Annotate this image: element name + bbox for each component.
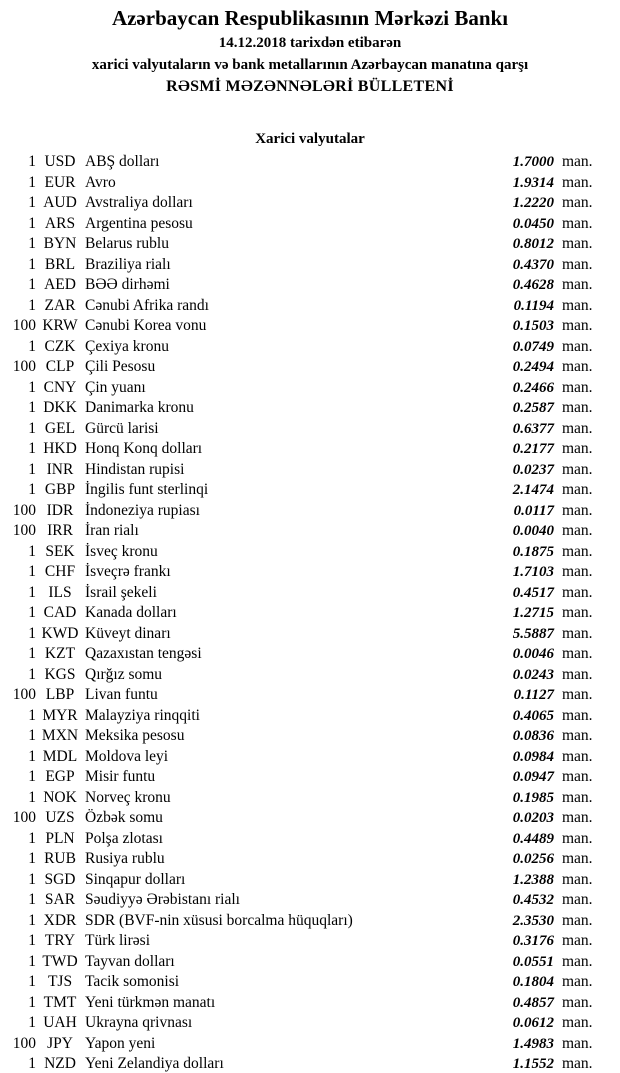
- unit-label: man.: [562, 1055, 593, 1072]
- unit-label: man.: [562, 214, 593, 232]
- bank-name-title: Azərbaycan Respublikasının Mərkəzi Bankı: [111, 6, 509, 30]
- rate-value: 0.4065: [512, 707, 554, 724]
- rate-value: 0.8012: [512, 236, 554, 252]
- currency-name: Misir funtu: [85, 768, 156, 785]
- unit-label: man.: [562, 809, 593, 826]
- rate-value: 2.3530: [512, 912, 554, 929]
- currency-name: Cənubi Korea vonu: [85, 317, 207, 334]
- currency-name: Moldova leyi: [85, 747, 169, 765]
- rate-value: 0.2494: [512, 359, 554, 375]
- quantity-value: 1: [28, 235, 36, 252]
- table-row: [0, 849, 620, 870]
- quantity-value: 1: [28, 768, 36, 785]
- currency-name: Səudiyyə Ərəbistanı rialı: [85, 891, 240, 908]
- rate-value: 0.0243: [512, 666, 554, 683]
- quantity-value: 100: [12, 358, 36, 375]
- currency-name: Meksika pesosu: [85, 727, 185, 744]
- table-row: [0, 480, 620, 501]
- currency-name: Gürcü larisi: [85, 419, 159, 437]
- quantity-value: 1: [28, 665, 36, 683]
- currency-name: Hindistan rupisi: [85, 460, 185, 478]
- currency-code: KGS: [44, 665, 76, 683]
- rate-value: 0.0117: [513, 502, 554, 519]
- quantity-value: 1: [28, 993, 36, 1011]
- currency-name: Yeni Zelandiya dolları: [85, 1055, 224, 1072]
- rate-value: 0.1127: [513, 687, 554, 703]
- unit-label: man.: [562, 932, 593, 949]
- quantity-value: 1: [28, 173, 36, 191]
- currency-name: İngilis funt sterlinqi: [85, 481, 209, 498]
- unit-label: man.: [562, 993, 593, 1011]
- currency-code: CAD: [43, 604, 77, 621]
- currency-code: TMT: [43, 993, 77, 1011]
- rate-value: 0.0749: [512, 338, 554, 355]
- rate-value: 0.0551: [512, 953, 554, 970]
- currency-name: Livan funtu: [85, 686, 158, 703]
- quantity-value: 1: [28, 337, 36, 355]
- currency-code: BYN: [43, 235, 77, 252]
- currency-name: İran rialı: [85, 522, 139, 539]
- quantity-value: 1: [28, 850, 36, 867]
- unit-label: man.: [562, 1014, 593, 1031]
- currency-name: İsveç kronu: [85, 542, 158, 560]
- rate-value: 0.6377: [512, 420, 554, 437]
- currency-code: BRL: [44, 255, 76, 273]
- unit-label: man.: [562, 153, 593, 170]
- currency-name: İndoneziya rupiası: [85, 501, 200, 519]
- quantity-value: 100: [12, 501, 36, 519]
- table-row: [0, 439, 620, 460]
- quantity-value: 1: [28, 911, 36, 929]
- table-row: [0, 337, 620, 358]
- rate-value: 1.9314: [512, 174, 554, 191]
- currency-name: Avro: [85, 173, 116, 191]
- quantity-value: 1: [28, 542, 36, 560]
- currency-code: ARS: [44, 214, 76, 232]
- currency-name: Türk lirəsi: [85, 932, 150, 949]
- unit-label: man.: [562, 604, 593, 621]
- currency-code: KWD: [41, 624, 79, 642]
- rate-value: 0.0046: [512, 646, 554, 662]
- unit-label: man.: [562, 276, 593, 293]
- currency-code: KRW: [42, 317, 78, 334]
- rate-value: 0.0256: [512, 851, 554, 867]
- currency-name: Tayvan dolları: [85, 952, 175, 970]
- quantity-value: 1: [28, 255, 36, 273]
- table-row: [0, 665, 620, 686]
- currency-code: SAR: [44, 891, 76, 908]
- unit-label: man.: [562, 645, 593, 662]
- table-row: [0, 890, 620, 911]
- document-header: [0, 0, 620, 98]
- rate-value: 0.0237: [512, 461, 554, 478]
- currency-code: DKK: [43, 399, 77, 416]
- rate-value: 0.4370: [512, 256, 554, 273]
- table-row: [0, 788, 620, 809]
- rate-value: 0.1194: [513, 297, 554, 314]
- table-row: [0, 378, 620, 399]
- currency-code: ILS: [48, 583, 72, 601]
- rate-value: 0.2466: [512, 379, 554, 396]
- rate-value: 0.1503: [512, 318, 554, 334]
- currency-code: GBP: [44, 481, 76, 498]
- rate-value: 0.1875: [512, 543, 554, 560]
- currency-name: Çili Pesosu: [85, 358, 156, 375]
- currency-code: ZAR: [44, 296, 76, 314]
- table-row: [0, 542, 620, 563]
- table-row: [0, 993, 620, 1014]
- currency-code: XDR: [43, 911, 77, 929]
- quantity-value: 100: [12, 522, 36, 539]
- currency-name: Malayziya rinqqiti: [85, 706, 200, 724]
- currency-code: NZD: [44, 1055, 76, 1072]
- quantity-value: 1: [28, 419, 36, 437]
- unit-label: man.: [562, 419, 593, 437]
- unit-label: man.: [562, 481, 593, 498]
- unit-label: man.: [562, 194, 593, 211]
- table-row: [0, 1054, 620, 1073]
- unit-label: man.: [562, 686, 593, 703]
- currency-code: CZK: [44, 337, 76, 355]
- quantity-value: 1: [28, 399, 36, 416]
- currency-code: LBP: [45, 686, 75, 703]
- table-row: [0, 234, 620, 255]
- currency-code: CNY: [43, 378, 77, 396]
- quantity-value: 1: [28, 891, 36, 908]
- currency-name: Cənubi Afrika randı: [85, 296, 209, 314]
- table-row: [0, 808, 620, 829]
- table-row: [0, 644, 620, 665]
- currency-code: TJS: [47, 973, 73, 990]
- currency-name: Tacik somonisi: [85, 973, 180, 990]
- rate-value: 0.4489: [512, 830, 554, 847]
- currency-code: HKD: [43, 440, 77, 457]
- section-title-foreign-currencies: Xarici valyutalar: [255, 131, 365, 147]
- table-row: [0, 931, 620, 952]
- table-row: [0, 829, 620, 850]
- rate-value: 0.4857: [512, 994, 554, 1011]
- rate-value: 0.2177: [512, 441, 554, 457]
- currency-code: KZT: [44, 645, 76, 662]
- unit-label: man.: [562, 747, 593, 765]
- unit-label: man.: [562, 460, 593, 478]
- table-row: [0, 460, 620, 481]
- quantity-value: 1: [28, 460, 36, 478]
- currency-code: CLP: [45, 358, 75, 375]
- currency-code: TWD: [42, 952, 78, 970]
- quantity-value: 100: [12, 1034, 36, 1052]
- currency-name: Braziliya rialı: [85, 255, 171, 273]
- currency-name: Rusiya rublu: [85, 850, 165, 867]
- currency-code: RUB: [44, 850, 76, 867]
- quantity-value: 1: [28, 276, 36, 293]
- quantity-value: 1: [28, 973, 36, 990]
- unit-label: man.: [562, 173, 593, 191]
- currency-code: GEL: [44, 419, 76, 437]
- table-row: [0, 747, 620, 768]
- rate-value: 0.0984: [512, 748, 554, 765]
- table-row: [0, 767, 620, 788]
- table-row: [0, 316, 620, 337]
- currency-name: İsveçrə frankı: [85, 563, 171, 580]
- quantity-value: 1: [28, 296, 36, 314]
- table-row: [0, 193, 620, 214]
- table-row: [0, 726, 620, 747]
- rate-value: 0.0947: [512, 769, 554, 785]
- table-row: [0, 562, 620, 583]
- table-row: [0, 173, 620, 194]
- rate-value: 1.1552: [512, 1056, 554, 1072]
- quantity-value: 100: [12, 686, 36, 703]
- table-row: [0, 419, 620, 440]
- rate-value: 0.0040: [512, 523, 554, 539]
- rate-value: 0.0450: [512, 215, 554, 232]
- table-row: [0, 685, 620, 706]
- currency-table: [0, 152, 620, 1073]
- currency-name: Özbək somu: [85, 809, 163, 826]
- unit-label: man.: [562, 378, 593, 396]
- currency-name: Çin yuanı: [85, 378, 146, 396]
- currency-code: NOK: [43, 788, 77, 806]
- table-row: [0, 296, 620, 317]
- currency-code: JPY: [47, 1034, 73, 1052]
- table-row: [0, 870, 620, 891]
- rate-value: 1.4983: [512, 1035, 554, 1052]
- unit-label: man.: [562, 911, 593, 929]
- currency-code: EUR: [44, 173, 76, 191]
- currency-name: Argentina pesosu: [85, 214, 193, 232]
- quantity-value: 1: [28, 645, 36, 662]
- unit-label: man.: [562, 665, 593, 683]
- currency-code: SGD: [44, 870, 76, 888]
- quantity-value: 1: [28, 153, 36, 170]
- currency-code: SEK: [45, 542, 75, 560]
- unit-label: man.: [562, 952, 593, 970]
- quantity-value: 1: [28, 870, 36, 888]
- quantity-value: 1: [28, 624, 36, 642]
- quantity-value: 1: [28, 194, 36, 211]
- unit-label: man.: [562, 706, 593, 724]
- table-row: [0, 911, 620, 932]
- quantity-value: 1: [28, 604, 36, 621]
- quantity-value: 1: [28, 214, 36, 232]
- currency-code: UZS: [45, 809, 75, 826]
- unit-label: man.: [562, 317, 593, 334]
- quantity-value: 1: [28, 378, 36, 396]
- table-row: [0, 275, 620, 296]
- bulletin-title: RƏSMİ MƏZƏNNƏLƏRİ BÜLLETENİ: [166, 78, 454, 95]
- table-row: [0, 706, 620, 727]
- unit-label: man.: [562, 337, 593, 355]
- currency-name: Danimarka kronu: [85, 399, 194, 416]
- currency-name: Küveyt dinarı: [85, 624, 171, 642]
- unit-label: man.: [562, 399, 593, 416]
- rate-value: 0.0203: [512, 810, 554, 826]
- table-row: [0, 583, 620, 604]
- unit-label: man.: [562, 788, 593, 806]
- unit-label: man.: [562, 1034, 593, 1052]
- quantity-value: 1: [28, 727, 36, 744]
- rate-value: 0.1804: [512, 974, 554, 990]
- quantity-value: 100: [12, 317, 36, 334]
- table-row: [0, 501, 620, 522]
- quantity-value: 1: [28, 583, 36, 601]
- currency-name: BƏƏ dirhəmi: [85, 276, 170, 293]
- currency-code: UAH: [43, 1014, 77, 1031]
- quantity-value: 1: [28, 481, 36, 498]
- currency-name: Belarus rublu: [85, 235, 169, 252]
- table-row: [0, 603, 620, 624]
- quantity-value: 1: [28, 706, 36, 724]
- quantity-value: 1: [28, 1014, 36, 1031]
- unit-label: man.: [562, 891, 593, 908]
- rate-value: 0.0836: [512, 728, 554, 744]
- currency-code: INR: [46, 460, 74, 478]
- table-row: [0, 214, 620, 235]
- rate-value: 0.3176: [512, 933, 554, 949]
- table-row: [0, 398, 620, 419]
- quantity-value: 1: [28, 932, 36, 949]
- table-row: [0, 624, 620, 645]
- currency-name: Çexiya kronu: [85, 337, 169, 355]
- effective-date-line: 14.12.2018 tarixdən etibarən: [218, 35, 402, 51]
- quantity-value: 1: [28, 829, 36, 847]
- unit-label: man.: [562, 870, 593, 888]
- currency-code: MYR: [42, 706, 78, 724]
- unit-label: man.: [562, 624, 593, 642]
- currency-code: USD: [44, 153, 76, 170]
- unit-label: man.: [562, 850, 593, 867]
- currency-code: MXN: [41, 727, 79, 744]
- currency-name: İsrail şekeli: [85, 583, 157, 601]
- rate-value: 1.7000: [512, 154, 554, 170]
- rate-value: 0.1985: [512, 789, 554, 806]
- quantity-value: 1: [28, 440, 36, 457]
- unit-label: man.: [562, 727, 593, 744]
- currency-code: PLN: [45, 829, 75, 847]
- table-row: [0, 1034, 620, 1055]
- unit-label: man.: [562, 563, 593, 580]
- currency-name: ABŞ dolları: [85, 153, 160, 170]
- table-row: [0, 357, 620, 378]
- currency-code: MDL: [42, 747, 78, 765]
- quantity-value: 1: [28, 563, 36, 580]
- unit-label: man.: [562, 501, 593, 519]
- currency-name: Yapon yeni: [85, 1034, 156, 1052]
- unit-label: man.: [562, 522, 593, 539]
- currency-name: SDR (BVF-nin xüsusi borcalma hüquqları): [85, 911, 353, 929]
- currency-name: Sinqapur dolları: [85, 870, 186, 888]
- currency-code: CHF: [44, 563, 76, 580]
- rate-value: 0.4628: [512, 277, 554, 293]
- currency-code: TRY: [44, 932, 76, 949]
- quantity-value: 1: [28, 1055, 36, 1072]
- table-row: [0, 952, 620, 973]
- quantity-value: 100: [12, 809, 36, 826]
- rate-value: 1.7103: [512, 564, 554, 580]
- quantity-value: 1: [28, 952, 36, 970]
- unit-label: man.: [562, 440, 593, 457]
- rate-value: 0.4532: [512, 892, 554, 908]
- currency-code: IRR: [47, 522, 73, 539]
- currency-name: Qırğız somu: [85, 665, 163, 683]
- scope-line: xarici valyutaların və bank metallarının Azərbaycan manatına qarşı: [91, 57, 529, 73]
- unit-label: man.: [562, 296, 593, 314]
- currency-code: AUD: [43, 194, 77, 211]
- quantity-value: 1: [28, 788, 36, 806]
- currency-name: Kanada dolları: [85, 604, 177, 621]
- quantity-value: 1: [28, 747, 36, 765]
- currency-name: Yeni türkmən manatı: [85, 993, 216, 1011]
- rate-value: 1.2220: [512, 195, 554, 211]
- unit-label: man.: [562, 358, 593, 375]
- rate-value: 0.0612: [512, 1015, 554, 1031]
- unit-label: man.: [562, 255, 593, 273]
- currency-code: EGP: [45, 768, 75, 785]
- table-row: [0, 972, 620, 993]
- table-row: [0, 1013, 620, 1034]
- table-row: [0, 255, 620, 276]
- rate-value: 5.5887: [512, 625, 554, 642]
- unit-label: man.: [562, 235, 593, 252]
- unit-label: man.: [562, 583, 593, 601]
- table-row: [0, 521, 620, 542]
- currency-name: Ukrayna qrivnası: [85, 1014, 193, 1031]
- unit-label: man.: [562, 973, 593, 990]
- currency-name: Honq Konq dolları: [85, 440, 203, 457]
- rate-value: 1.2715: [512, 605, 554, 621]
- currency-name: Polşa zlotası: [85, 829, 163, 847]
- currency-code: AED: [44, 276, 76, 293]
- rate-value: 2.1474: [512, 482, 554, 498]
- unit-label: man.: [562, 829, 593, 847]
- rate-value: 1.2388: [512, 871, 554, 888]
- currency-name: Norveç kronu: [85, 788, 171, 806]
- rate-value: 0.2587: [512, 400, 554, 416]
- unit-label: man.: [562, 768, 593, 785]
- table-row: [0, 152, 620, 173]
- currency-code: IDR: [46, 501, 74, 519]
- currency-name: Avstraliya dolları: [85, 194, 193, 211]
- currency-name: Qazaxıstan tengəsi: [85, 645, 202, 662]
- unit-label: man.: [562, 542, 593, 560]
- rate-value: 0.4517: [512, 584, 554, 601]
